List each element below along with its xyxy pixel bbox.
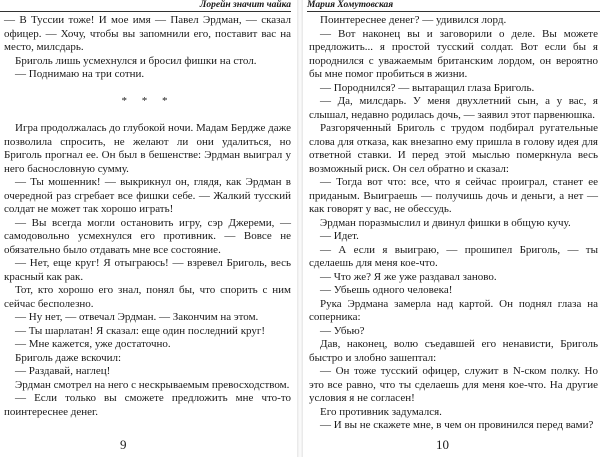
paragraph: Бриголь лишь усмехнулся и бросил фишки на стол. [15, 54, 257, 67]
left-page [0, 0, 297, 457]
paragraph: — Мне кажется, уже достаточно. [15, 338, 171, 350]
paragraph: — Идет. [320, 230, 359, 242]
left-page-text [4, 14, 291, 419]
paragraph: — Что же? Я же уже раздавал заново. [320, 270, 497, 283]
right-page [303, 0, 600, 457]
paragraph: Разгоряченный Бриголь с трудом подбирал ругательные слова для отказа, как внезапно ему пришла в голову идея для ответной ставки. И перед этой мыслью померкнула весь возможный риск. Он сел обратно и сказал: [309, 122, 598, 175]
paragraph: — Если только вы сможете предложить мне что-то поинтереснее денег. [4, 392, 291, 418]
paragraph: Поинтереснее денег? — удивился лорд. [320, 14, 507, 26]
running-head-right: Мария Хомутовская [307, 0, 394, 10]
paragraph: — Убьешь одного человека! [320, 284, 453, 296]
paragraph: — Ну нет, — отвечал Эрдман. — Закончим на этом. [15, 311, 259, 323]
paragraph: — Ты мошенник! — выкрикнул он, глядя, как Эрдман в очередной раз сгребает все фишки себе. — Жалкий тусский солдат не может так хорошо играть! [4, 176, 291, 215]
paragraph: Его противник задумался. [320, 405, 442, 418]
paragraph: — Ты шарлатан! Я сказал: еще один последний круг! [15, 324, 266, 337]
paragraph: — В Туссии тоже! И мое имя — Павел Эрдман, — сказал офицер. — Хочу, чтобы вы запомнили его, поставит вас на место, милсдарь. [4, 14, 291, 53]
header-rule-left [0, 11, 291, 12]
right-page-text [309, 14, 598, 433]
section-break: * * * [121, 95, 174, 107]
paragraph: — Он тоже тусский офицер, служит в N-ском полку. Но это все равно, что ты сделаешь для меня кое-что. На другие условия я не согласен! [309, 365, 598, 404]
paragraph: — Убью? [320, 324, 365, 337]
paragraph: Тот, кто хорошо его знал, понял бы, что спорить с ним сейчас бесполезно. [4, 284, 291, 310]
paragraph: Бриголь даже вскочил: [15, 351, 122, 364]
paragraph: — Породнился? — вытаращил глаза Бриголь. [320, 81, 535, 94]
paragraph: Дав, наконец, волю съедавшей его ненависти, Бриголь быстро и злобно зашептал: [309, 338, 598, 364]
paragraph: — Тогда вот что: все, что я сейчас проиграл, станет ее приданым. Выиграешь — получишь дочь и деньги, а нет — как говорят у вас, не обессудь. [309, 176, 598, 215]
paragraph: — Раздавай, наглец! [15, 365, 111, 377]
paragraph: — И вы не скажете мне, в чем он провинился перед вами? [320, 419, 594, 431]
page-number-right: 10 [436, 437, 449, 452]
paragraph: — Вы всегда могли остановить игру, сэр Джереми, — самодовольно усмехнулся его противник. — Вовсе не обязательно было отдавать мне все состояние. [4, 216, 291, 256]
paragraph: — Вот наконец вы и заговорили о деле. Вы можете предложить... я простой тусский солдат. Вот если бы я породнился с уважаемым британским лордом, он вероятно бы мне помог пробиться в жизни. [309, 27, 598, 80]
header-rule-right [307, 11, 600, 12]
paragraph: — А если я выиграю, — прошипел Бриголь, — ты сделаешь для меня кое-что. [309, 243, 598, 269]
page-number-left: 9 [120, 437, 127, 452]
paragraph: Игра продолжалась до глубокой ночи. Мадам Бердже даже позволила спросить, не желают ли они удалиться, но Бриголь прогнал ее. Он был в бешенстве: Эрдман выиграл у него баснословную сумму. [4, 122, 291, 175]
paragraph: Эрдман смотрел на него с нескрываемым превосходством. [15, 378, 290, 391]
paragraph: — Поднимаю на три сотни. [15, 68, 145, 80]
paragraph: Рука Эрдмана замерла над картой. Он поднял глаза на соперника: [309, 297, 598, 323]
paragraph: — Да, милсдарь. У меня двухлетний сын, а у вас, я слышал, недавно родилась дочь, — заявил этот парвенюшка. [309, 95, 598, 121]
running-head-left: Лорейн значит чайка [199, 0, 291, 10]
paragraph: Эрдман поразмыслил и двинул фишки в общую кучу. [320, 216, 571, 229]
paragraph: — Нет, еще круг! Я отыграюсь! — взревел Бриголь, весь красный как рак. [4, 257, 291, 283]
